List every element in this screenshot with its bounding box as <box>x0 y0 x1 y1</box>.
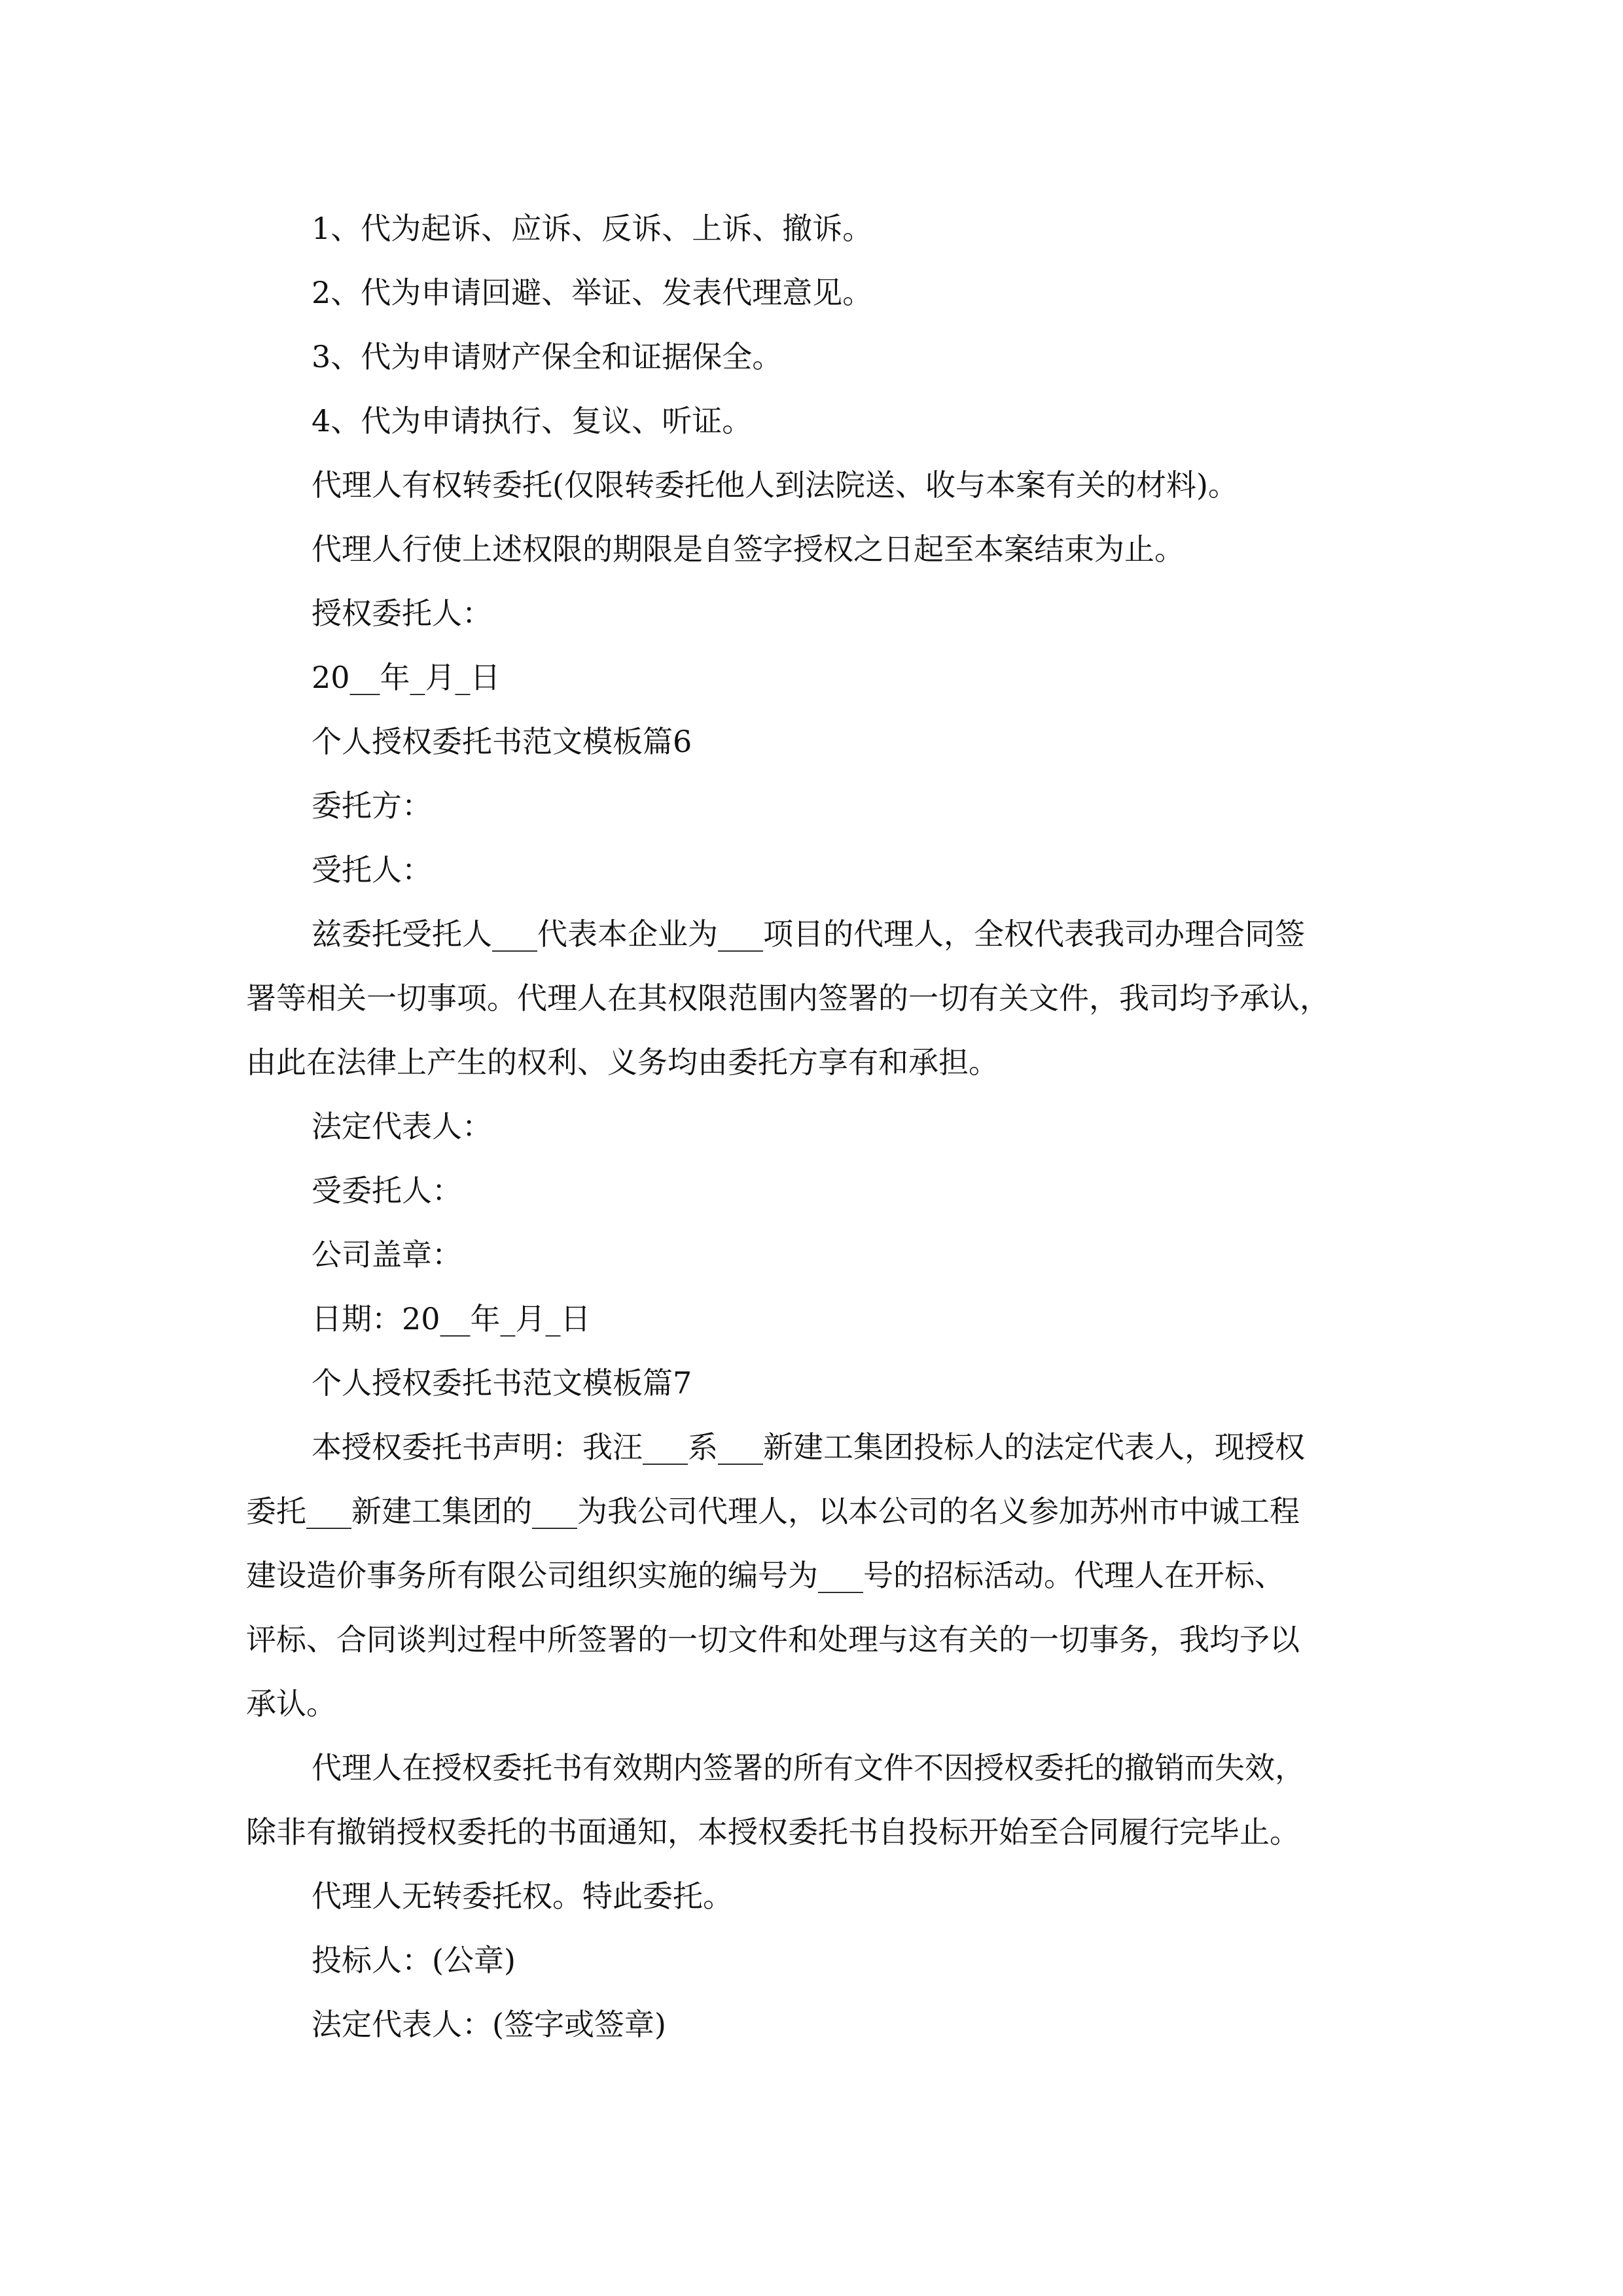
paragraph-line: 代理人在授权委托书有效期内签署的所有文件不因授权委托的撤销而失效， <box>312 1750 1305 1785</box>
no-transfer-clause: 代理人无转委托权。特此委托。 <box>312 1878 733 1914</box>
declaration-paragraph <box>246 1415 1398 1736</box>
list-item-1: 1、代为起诉、应诉、反诉、上诉、撤诉。 <box>312 211 873 246</box>
bidder-seal-label: 投标人：(公章) <box>312 1943 516 1978</box>
paragraph-line: 承认。 <box>246 1686 336 1721</box>
principal-label: 委托方： <box>312 788 432 823</box>
validity-paragraph <box>246 1736 1398 1864</box>
authorizer-label: 授权委托人： <box>312 596 492 631</box>
paragraph-line: 评标、合同谈判过程中所签署的一切文件和处理与这有关的一切事务，我均予以 <box>246 1622 1300 1657</box>
paragraph-line: 兹委托受托人___代表本企业为___项目的代理人，全权代表我司办理合同签 <box>312 916 1305 952</box>
paragraph-line: 署等相关一切事项。代理人在其权限范围内签署的一切有关文件，我司均予承认， <box>246 980 1330 1016</box>
agent-label: 受托人： <box>312 852 432 888</box>
list-item-4: 4、代为申请执行、复议、听证。 <box>312 403 753 439</box>
document-body <box>246 196 1398 2056</box>
transfer-clause: 代理人有权转委托(仅限转委托他人到法院送、收与本案有关的材料)。 <box>312 467 1238 503</box>
legal-rep-label: 法定代表人： <box>312 1109 492 1144</box>
trustee-label: 受委托人： <box>312 1173 462 1208</box>
list-item-2: 2、代为申请回避、举证、发表代理意见。 <box>312 275 873 310</box>
date-line-2: 日期：20__年_月_日 <box>312 1301 591 1336</box>
paragraph-line: 本授权委托书声明：我汪___系___新建工集团投标人的法定代表人，现授权 <box>312 1429 1305 1465</box>
section-heading-6: 个人授权委托书范文模板篇6 <box>312 724 692 759</box>
paragraph-line: 由此在法律上产生的权利、义务均由委托方享有和承担。 <box>246 1045 999 1080</box>
entrustment-paragraph <box>246 902 1398 1094</box>
list-item-3: 3、代为申请财产保全和证据保全。 <box>312 339 783 374</box>
paragraph-line: 除非有撤销授权委托的书面通知，本授权委托书自投标开始至合同履行完毕止。 <box>246 1814 1300 1850</box>
paragraph-line: 建设造价事务所有限公司组织实施的编号为___号的招标活动。代理人在开标、 <box>246 1558 1285 1593</box>
legal-rep-signature-label: 法定代表人：(签字或签章) <box>312 2007 666 2042</box>
paragraph-line: 委托___新建工集团的___为我公司代理人，以本公司的名义参加苏州市中诚工程 <box>246 1494 1300 1529</box>
date-line-1: 20__年_月_日 <box>312 660 501 695</box>
section-heading-7: 个人授权委托书范文模板篇7 <box>312 1365 692 1401</box>
company-seal-label: 公司盖章： <box>312 1237 462 1272</box>
term-clause: 代理人行使上述权限的期限是自签字授权之日起至本案结束为止。 <box>312 531 1185 567</box>
